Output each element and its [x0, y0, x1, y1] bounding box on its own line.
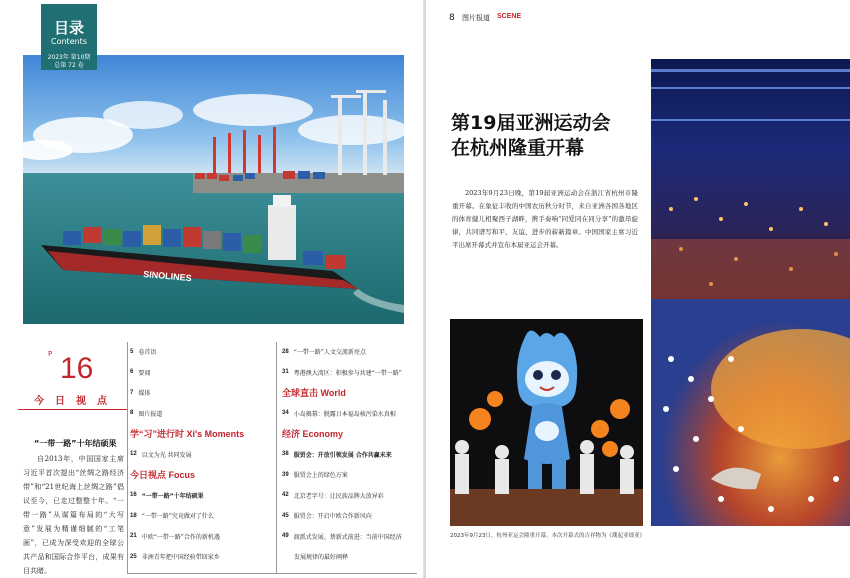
feature-section-label: 今日视点 — [34, 396, 118, 407]
toc-entry-title: “一带一路”十年结硕果 — [141, 492, 204, 500]
toc-entry-page: 28 — [282, 348, 289, 355]
toc-entry[interactable] — [282, 445, 422, 466]
contents-title-cn: 目录 — [53, 19, 84, 37]
toc-entry[interactable] — [282, 506, 422, 527]
photo-caption: 2023年9月23日，杭州亚运会隆重开幕。本次开幕式的吉祥物为《潮起亚细亚》 — [450, 533, 645, 539]
toc-entry-title: 服贸会：开启中欧合作新风向 — [293, 513, 372, 521]
toc-entry[interactable] — [282, 404, 422, 425]
toc-entry-title: 发展规律的最好阐释 — [294, 554, 349, 562]
toc-entry[interactable] — [130, 486, 275, 507]
toc-entry[interactable] — [282, 363, 422, 384]
title-line-1: 第19届亚洲运动会 — [451, 112, 611, 134]
ship-hull-lettering: SINOLINES — [142, 269, 193, 284]
toc-divider-left — [127, 342, 128, 574]
toc-entry-title: 服贸会：开放引领发展 合作共赢未来 — [293, 451, 392, 459]
toc-column-1 — [130, 342, 275, 568]
toc-entry-page: 34 — [282, 410, 289, 417]
toc-entry[interactable] — [130, 363, 275, 384]
toc-entry-title: 要闻 — [138, 369, 151, 377]
toc-entry-page: 18 — [130, 512, 137, 519]
toc-entry-page: 8 — [130, 410, 134, 417]
toc-entry-title: 渡派式发展、蔡新式前进：当前中国经济 — [293, 533, 402, 541]
toc-section-heading-text: 学“习”进行时 Xi's Moments — [130, 429, 245, 440]
toc-entry-title: “一带一路”人文交流新亮点 — [293, 349, 366, 357]
toc-entry[interactable] — [130, 547, 275, 568]
toc-entry[interactable] — [282, 465, 422, 486]
article-body: 2023年9月23日晚，第19届亚洲运动会在浙江省杭州市隆重开幕。在象征丰收的中国农历秋分时节，来自亚洲各国各地区的体育健儿相聚西子湖畔，携手奏响“同爱同在同分享”的激昂旋律，共同谱写和平、友谊、进步的崭新篇章。中国国家主席习近平出席开幕式并宣布本届亚运会开幕。 — [452, 189, 638, 249]
toc-entry[interactable] — [130, 445, 275, 466]
toc-entry-page: 25 — [130, 553, 137, 560]
toc-section-heading[interactable] — [130, 465, 275, 486]
rubric-label: 图片报道 — [462, 14, 490, 22]
feature-heading[interactable]: “一带一路”十年结硕果 — [34, 439, 117, 448]
toc-entry[interactable] — [130, 527, 275, 548]
contents-title-en: Contents — [51, 37, 87, 46]
toc-column-2 — [282, 342, 422, 568]
toc-entry-title: 卷首语 — [138, 349, 157, 357]
toc-entry-title: 中欧“一带一路”合作的新机遇 — [141, 533, 220, 541]
stadium-ceremony-photo — [651, 59, 850, 526]
toc-entry-page: 6 — [130, 369, 134, 376]
toc-section-heading[interactable] — [282, 383, 422, 404]
toc-entry[interactable] — [130, 506, 275, 527]
toc-entry-page: 5 — [130, 348, 134, 355]
mascot-performance-photo — [450, 319, 643, 526]
toc-entry-title: 图片报道 — [138, 410, 163, 418]
article-title — [451, 111, 610, 161]
toc-section-heading[interactable] — [282, 424, 422, 445]
toc-entry-page: 31 — [282, 369, 289, 376]
section-divider — [18, 409, 128, 410]
toc-entry-page: 16 — [130, 492, 137, 499]
toc-entry-page: 12 — [130, 451, 137, 458]
title-line-2: 在杭州隆重开幕 — [451, 137, 585, 159]
toc-bottom-rule — [127, 573, 417, 574]
toc-entry[interactable] — [130, 383, 275, 404]
issue-line-1: 2023年 第10期 — [47, 54, 91, 61]
toc-section-heading-text: 经济 Economy — [282, 429, 344, 440]
toc-entry[interactable] — [282, 527, 422, 548]
scene-tag: SCENE — [497, 13, 522, 20]
page-number: 8 — [449, 13, 455, 23]
toc-entry-title: 北京老字号：让民族品牌大放异彩 — [293, 492, 384, 500]
toc-section-heading-text: 全球直击 World — [282, 388, 346, 399]
toc-entry[interactable] — [282, 547, 422, 568]
toc-entry-title: 小岛揭幕：脱露日本福岛核污染水真相 — [293, 410, 396, 418]
toc-entry-page: 42 — [282, 492, 289, 499]
toc-entry-page: 49 — [282, 533, 289, 540]
feature-summary: 自2013年，中国国家主席习近平首次提出“丝绸之路经济带”和“21世纪海上丝绸之路”倡议至今，已走过整整十年。“一带一路”从谋篇布局的“大写意”发展为精谨细腻的“工笔画”，已成为深受欢迎的全球公共产品和国际合作平台，成果有目共睹。 — [23, 455, 124, 575]
toc-entry[interactable] — [282, 486, 422, 507]
toc-entry[interactable] — [130, 342, 275, 363]
toc-entry-title: “一带一路”究竟做对了什么 — [141, 513, 214, 521]
issue-info — [41, 54, 97, 70]
toc-entry[interactable] — [130, 404, 275, 425]
toc-divider-middle — [276, 342, 277, 574]
toc-entry-page: 7 — [130, 389, 134, 396]
toc-entry-title: 粤港澳大湾区：积极参与共建“一带一路” — [293, 369, 402, 377]
toc-section-heading[interactable] — [130, 424, 275, 445]
toc-entry-page: 38 — [282, 451, 289, 458]
feature-page-number[interactable]: 16 — [60, 352, 94, 385]
toc-entry-title: 媒体 — [138, 390, 151, 398]
feature-page-prefix: P — [48, 350, 53, 358]
issue-line-2: 总第 72 卷 — [54, 62, 84, 69]
toc-entry-page: 45 — [282, 512, 289, 519]
toc-entry-title: 非洲青年把中国经验带回家乡 — [141, 554, 220, 562]
toc-entry-title: 服贸会上的绿色方案 — [293, 472, 348, 480]
toc-entry[interactable] — [282, 342, 422, 363]
toc-entry-page: 21 — [130, 533, 137, 540]
container-port-photo — [23, 55, 404, 324]
toc-entry-title: 以文为光 共同发展 — [141, 451, 192, 459]
toc-entry-page: 39 — [282, 471, 289, 478]
toc-section-heading-text: 今日视点 Focus — [130, 470, 196, 481]
